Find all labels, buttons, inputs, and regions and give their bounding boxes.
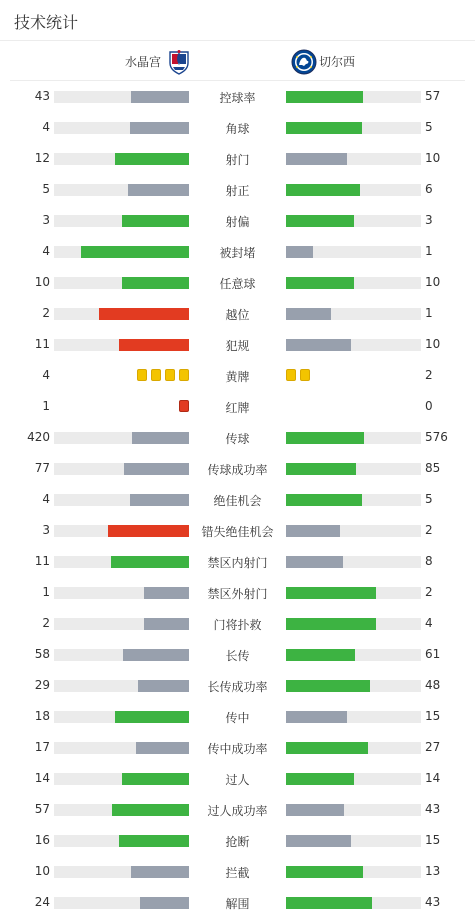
stats-list bbox=[0, 81, 475, 918]
away-stat-bar-fill bbox=[286, 742, 368, 754]
home-stat-value: 4 bbox=[42, 120, 50, 134]
away-stat-bar-fill bbox=[286, 432, 364, 444]
yellow-card-icon bbox=[165, 369, 175, 381]
away-stat-value: 15 bbox=[425, 709, 441, 723]
away-stat-bar bbox=[286, 339, 421, 351]
away-stat-value: 576 bbox=[425, 430, 448, 444]
home-stat-value: 11 bbox=[34, 554, 50, 568]
home-cards bbox=[179, 400, 189, 414]
home-stat-value: 17 bbox=[34, 740, 50, 754]
away-stat-bar bbox=[286, 618, 421, 630]
home-stat-bar-fill bbox=[99, 308, 189, 320]
away-stat-value: 1 bbox=[425, 244, 433, 258]
away-stat-bar-fill bbox=[286, 184, 360, 196]
stat-label: 长传 bbox=[225, 649, 250, 663]
away-stat-value: 5 bbox=[425, 492, 433, 506]
home-stat-value: 16 bbox=[34, 833, 50, 847]
stat-row bbox=[0, 515, 475, 546]
home-stat-value: 4 bbox=[42, 244, 50, 258]
stat-label: 拦截 bbox=[225, 866, 250, 880]
away-stat-bar bbox=[286, 711, 421, 723]
stat-label: 绝佳机会 bbox=[213, 494, 262, 508]
home-stat-bar-fill bbox=[122, 215, 190, 227]
stat-row bbox=[0, 670, 475, 701]
stat-row bbox=[0, 825, 475, 856]
away-stat-bar-fill bbox=[286, 463, 356, 475]
stat-label: 错失绝佳机会 bbox=[201, 525, 274, 539]
away-stat-bar-fill bbox=[286, 804, 344, 816]
away-stat-bar bbox=[286, 525, 421, 537]
stat-row bbox=[0, 608, 475, 639]
home-stat-bar bbox=[54, 618, 189, 630]
away-stat-bar bbox=[286, 773, 421, 785]
home-stat-bar-fill bbox=[122, 773, 190, 785]
away-stat-value: 6 bbox=[425, 182, 433, 196]
home-stat-bar bbox=[54, 680, 189, 692]
stat-label: 禁区内射门 bbox=[207, 556, 268, 570]
home-stat-bar bbox=[54, 184, 189, 196]
home-stat-value: 2 bbox=[42, 306, 50, 320]
away-stat-bar bbox=[286, 246, 421, 258]
away-stat-value: 2 bbox=[425, 585, 433, 599]
stat-label: 传球 bbox=[225, 432, 250, 446]
home-stat-value: 1 bbox=[42, 399, 50, 413]
stat-row bbox=[0, 887, 475, 918]
home-stat-value: 77 bbox=[34, 461, 50, 475]
home-cards bbox=[137, 369, 189, 383]
home-stat-value: 3 bbox=[42, 523, 50, 537]
home-stat-bar-fill bbox=[136, 742, 189, 754]
stat-row bbox=[0, 794, 475, 825]
home-stat-bar bbox=[54, 556, 189, 568]
home-stat-bar-fill bbox=[111, 556, 189, 568]
home-team-name[interactable]: 水晶宫 bbox=[124, 55, 161, 69]
away-stat-bar bbox=[286, 432, 421, 444]
stat-row bbox=[0, 453, 475, 484]
stat-label: 解围 bbox=[225, 897, 250, 911]
yellow-card-icon bbox=[286, 369, 296, 381]
away-stat-bar bbox=[286, 804, 421, 816]
home-stat-bar bbox=[54, 742, 189, 754]
stat-label: 传中 bbox=[225, 711, 250, 725]
away-stat-value: 2 bbox=[425, 523, 433, 537]
stat-row bbox=[0, 763, 475, 794]
home-stat-value: 24 bbox=[34, 895, 50, 909]
away-stat-bar-fill bbox=[286, 773, 354, 785]
home-stat-value: 5 bbox=[42, 182, 50, 196]
away-stat-value: 85 bbox=[425, 461, 441, 475]
stat-row bbox=[0, 422, 475, 453]
home-stat-bar bbox=[54, 804, 189, 816]
home-stat-bar bbox=[54, 835, 189, 847]
away-stat-value: 27 bbox=[425, 740, 441, 754]
away-stat-value: 2 bbox=[425, 368, 433, 382]
away-stat-value: 1 bbox=[425, 306, 433, 320]
away-stat-value: 5 bbox=[425, 120, 433, 134]
stat-label: 角球 bbox=[225, 122, 250, 136]
stat-label: 过人成功率 bbox=[207, 804, 268, 818]
home-stat-bar bbox=[54, 432, 189, 444]
stat-row bbox=[0, 329, 475, 360]
away-stat-bar bbox=[286, 153, 421, 165]
stat-label: 黄牌 bbox=[225, 370, 250, 384]
home-stat-value: 43 bbox=[34, 89, 50, 103]
home-stat-bar bbox=[54, 587, 189, 599]
away-stat-value: 8 bbox=[425, 554, 433, 568]
home-stat-value: 10 bbox=[34, 864, 50, 878]
stat-row bbox=[0, 577, 475, 608]
home-stat-value: 58 bbox=[34, 647, 50, 661]
away-cards bbox=[286, 369, 310, 383]
away-stat-bar bbox=[286, 215, 421, 227]
stat-label: 任意球 bbox=[219, 277, 256, 291]
away-stat-bar-fill bbox=[286, 153, 347, 165]
away-stat-bar-fill bbox=[286, 525, 340, 537]
home-stat-bar-fill bbox=[144, 618, 189, 630]
home-stat-value: 12 bbox=[34, 151, 50, 165]
home-stat-bar bbox=[54, 308, 189, 320]
stat-label: 越位 bbox=[225, 308, 250, 322]
home-stat-bar-fill bbox=[144, 587, 189, 599]
home-stat-bar-fill bbox=[131, 866, 189, 878]
away-stat-bar-fill bbox=[286, 246, 313, 258]
stat-row bbox=[0, 112, 475, 143]
away-stat-bar-fill bbox=[286, 215, 354, 227]
home-stat-value: 3 bbox=[42, 213, 50, 227]
home-stat-bar bbox=[54, 897, 189, 909]
stat-row bbox=[0, 143, 475, 174]
stat-label: 射正 bbox=[225, 184, 250, 198]
stat-label: 门将扑救 bbox=[213, 618, 262, 632]
stat-label: 射偏 bbox=[225, 215, 250, 229]
away-stat-bar bbox=[286, 308, 421, 320]
away-stat-value: 10 bbox=[425, 275, 441, 289]
away-stat-bar bbox=[286, 897, 421, 909]
home-stat-bar-fill bbox=[115, 711, 189, 723]
home-stat-bar-fill bbox=[131, 91, 189, 103]
stat-label: 过人 bbox=[225, 773, 250, 787]
home-stat-bar-fill bbox=[123, 649, 189, 661]
home-stat-value: 10 bbox=[34, 275, 50, 289]
home-stat-bar bbox=[54, 246, 189, 258]
home-stat-bar bbox=[54, 277, 189, 289]
away-stat-bar bbox=[286, 556, 421, 568]
home-stat-bar-fill bbox=[130, 122, 189, 134]
away-stat-value: 4 bbox=[425, 616, 433, 630]
stat-row bbox=[0, 546, 475, 577]
chelsea-crest-icon[interactable] bbox=[291, 49, 317, 75]
stat-row bbox=[0, 267, 475, 298]
home-stat-bar bbox=[54, 711, 189, 723]
away-stat-value: 57 bbox=[425, 89, 441, 103]
away-team-name[interactable]: 切尔西 bbox=[319, 55, 356, 69]
team-header bbox=[0, 44, 475, 80]
away-stat-value: 3 bbox=[425, 213, 433, 227]
stat-row bbox=[0, 639, 475, 670]
red-card-icon bbox=[179, 400, 189, 412]
stat-row bbox=[0, 81, 475, 112]
yellow-card-icon bbox=[300, 369, 310, 381]
page-title: 技术统计 bbox=[14, 13, 79, 32]
home-stat-bar bbox=[54, 494, 189, 506]
away-stat-bar-fill bbox=[286, 494, 362, 506]
stat-label: 抢断 bbox=[225, 835, 250, 849]
away-stat-bar-fill bbox=[286, 711, 347, 723]
home-stat-bar-fill bbox=[124, 463, 189, 475]
away-stat-bar bbox=[286, 587, 421, 599]
stat-label: 禁区外射门 bbox=[207, 587, 268, 601]
away-stat-bar bbox=[286, 835, 421, 847]
home-stat-bar-fill bbox=[112, 804, 189, 816]
home-stat-bar bbox=[54, 122, 189, 134]
home-stat-value: 2 bbox=[42, 616, 50, 630]
home-stat-bar-fill bbox=[108, 525, 189, 537]
away-stat-bar-fill bbox=[286, 91, 363, 103]
home-stat-bar bbox=[54, 773, 189, 785]
away-stat-bar bbox=[286, 122, 421, 134]
away-stat-bar bbox=[286, 277, 421, 289]
away-stat-bar bbox=[286, 494, 421, 506]
away-stat-bar bbox=[286, 742, 421, 754]
stat-row bbox=[0, 391, 475, 422]
stat-label: 射门 bbox=[225, 153, 250, 167]
away-stat-value: 10 bbox=[425, 337, 441, 351]
away-stat-value: 48 bbox=[425, 678, 441, 692]
home-stat-bar-fill bbox=[140, 897, 189, 909]
stat-row bbox=[0, 732, 475, 763]
home-stat-value: 420 bbox=[27, 430, 50, 444]
stat-label: 传球成功率 bbox=[207, 463, 268, 477]
away-stat-bar-fill bbox=[286, 277, 354, 289]
crystal-palace-crest-icon[interactable] bbox=[168, 49, 190, 75]
stat-row bbox=[0, 484, 475, 515]
home-stat-bar bbox=[54, 649, 189, 661]
home-stat-value: 14 bbox=[34, 771, 50, 785]
away-stat-bar-fill bbox=[286, 122, 362, 134]
home-stat-bar bbox=[54, 339, 189, 351]
home-stat-bar-fill bbox=[115, 153, 189, 165]
home-stat-value: 4 bbox=[42, 368, 50, 382]
home-stat-bar bbox=[54, 525, 189, 537]
away-stat-value: 61 bbox=[425, 647, 441, 661]
home-stat-bar-fill bbox=[138, 680, 189, 692]
away-stat-bar-fill bbox=[286, 649, 355, 661]
stat-row bbox=[0, 298, 475, 329]
yellow-card-icon bbox=[137, 369, 147, 381]
away-stat-bar bbox=[286, 463, 421, 475]
away-stat-value: 0 bbox=[425, 399, 433, 413]
home-stat-bar bbox=[54, 215, 189, 227]
away-stat-bar-fill bbox=[286, 835, 351, 847]
away-stat-value: 10 bbox=[425, 151, 441, 165]
home-stat-value: 18 bbox=[34, 709, 50, 723]
home-stat-value: 1 bbox=[42, 585, 50, 599]
stat-row bbox=[0, 856, 475, 887]
home-stat-bar-fill bbox=[122, 277, 190, 289]
yellow-card-icon bbox=[179, 369, 189, 381]
away-stat-value: 43 bbox=[425, 895, 441, 909]
home-stat-bar bbox=[54, 866, 189, 878]
stat-row bbox=[0, 205, 475, 236]
home-stat-bar-fill bbox=[119, 835, 189, 847]
home-stat-value: 4 bbox=[42, 492, 50, 506]
home-stat-bar bbox=[54, 463, 189, 475]
home-stat-bar-fill bbox=[130, 494, 189, 506]
stat-row bbox=[0, 174, 475, 205]
yellow-card-icon bbox=[151, 369, 161, 381]
away-stat-bar bbox=[286, 91, 421, 103]
home-stat-bar-fill bbox=[132, 432, 189, 444]
away-stat-bar-fill bbox=[286, 556, 343, 568]
away-stat-bar bbox=[286, 649, 421, 661]
stat-label: 红牌 bbox=[225, 401, 250, 415]
home-stat-bar-fill bbox=[128, 184, 189, 196]
home-stat-value: 11 bbox=[34, 337, 50, 351]
away-stat-value: 15 bbox=[425, 833, 441, 847]
away-stat-bar bbox=[286, 866, 421, 878]
home-stat-bar-fill bbox=[81, 246, 189, 258]
away-stat-bar bbox=[286, 184, 421, 196]
divider bbox=[0, 40, 475, 41]
home-stat-bar bbox=[54, 91, 189, 103]
stat-label: 传中成功率 bbox=[207, 742, 268, 756]
away-stat-bar-fill bbox=[286, 897, 372, 909]
stat-row bbox=[0, 236, 475, 267]
stat-label: 犯规 bbox=[225, 339, 250, 353]
away-stat-value: 13 bbox=[425, 864, 441, 878]
away-stat-bar-fill bbox=[286, 680, 370, 692]
away-stat-value: 14 bbox=[425, 771, 441, 785]
away-stat-bar bbox=[286, 680, 421, 692]
away-stat-bar-fill bbox=[286, 339, 351, 351]
away-stat-bar-fill bbox=[286, 587, 376, 599]
stat-label: 长传成功率 bbox=[207, 680, 268, 694]
home-stat-bar-fill bbox=[119, 339, 189, 351]
stat-row bbox=[0, 701, 475, 732]
home-stat-bar bbox=[54, 153, 189, 165]
home-stat-value: 57 bbox=[34, 802, 50, 816]
stat-row bbox=[0, 360, 475, 391]
home-stat-value: 29 bbox=[34, 678, 50, 692]
away-stat-bar-fill bbox=[286, 308, 331, 320]
away-stat-value: 43 bbox=[425, 802, 441, 816]
away-stat-bar-fill bbox=[286, 618, 376, 630]
stat-label: 控球率 bbox=[219, 91, 256, 105]
stat-label: 被封堵 bbox=[219, 246, 256, 260]
away-stat-bar-fill bbox=[286, 866, 363, 878]
